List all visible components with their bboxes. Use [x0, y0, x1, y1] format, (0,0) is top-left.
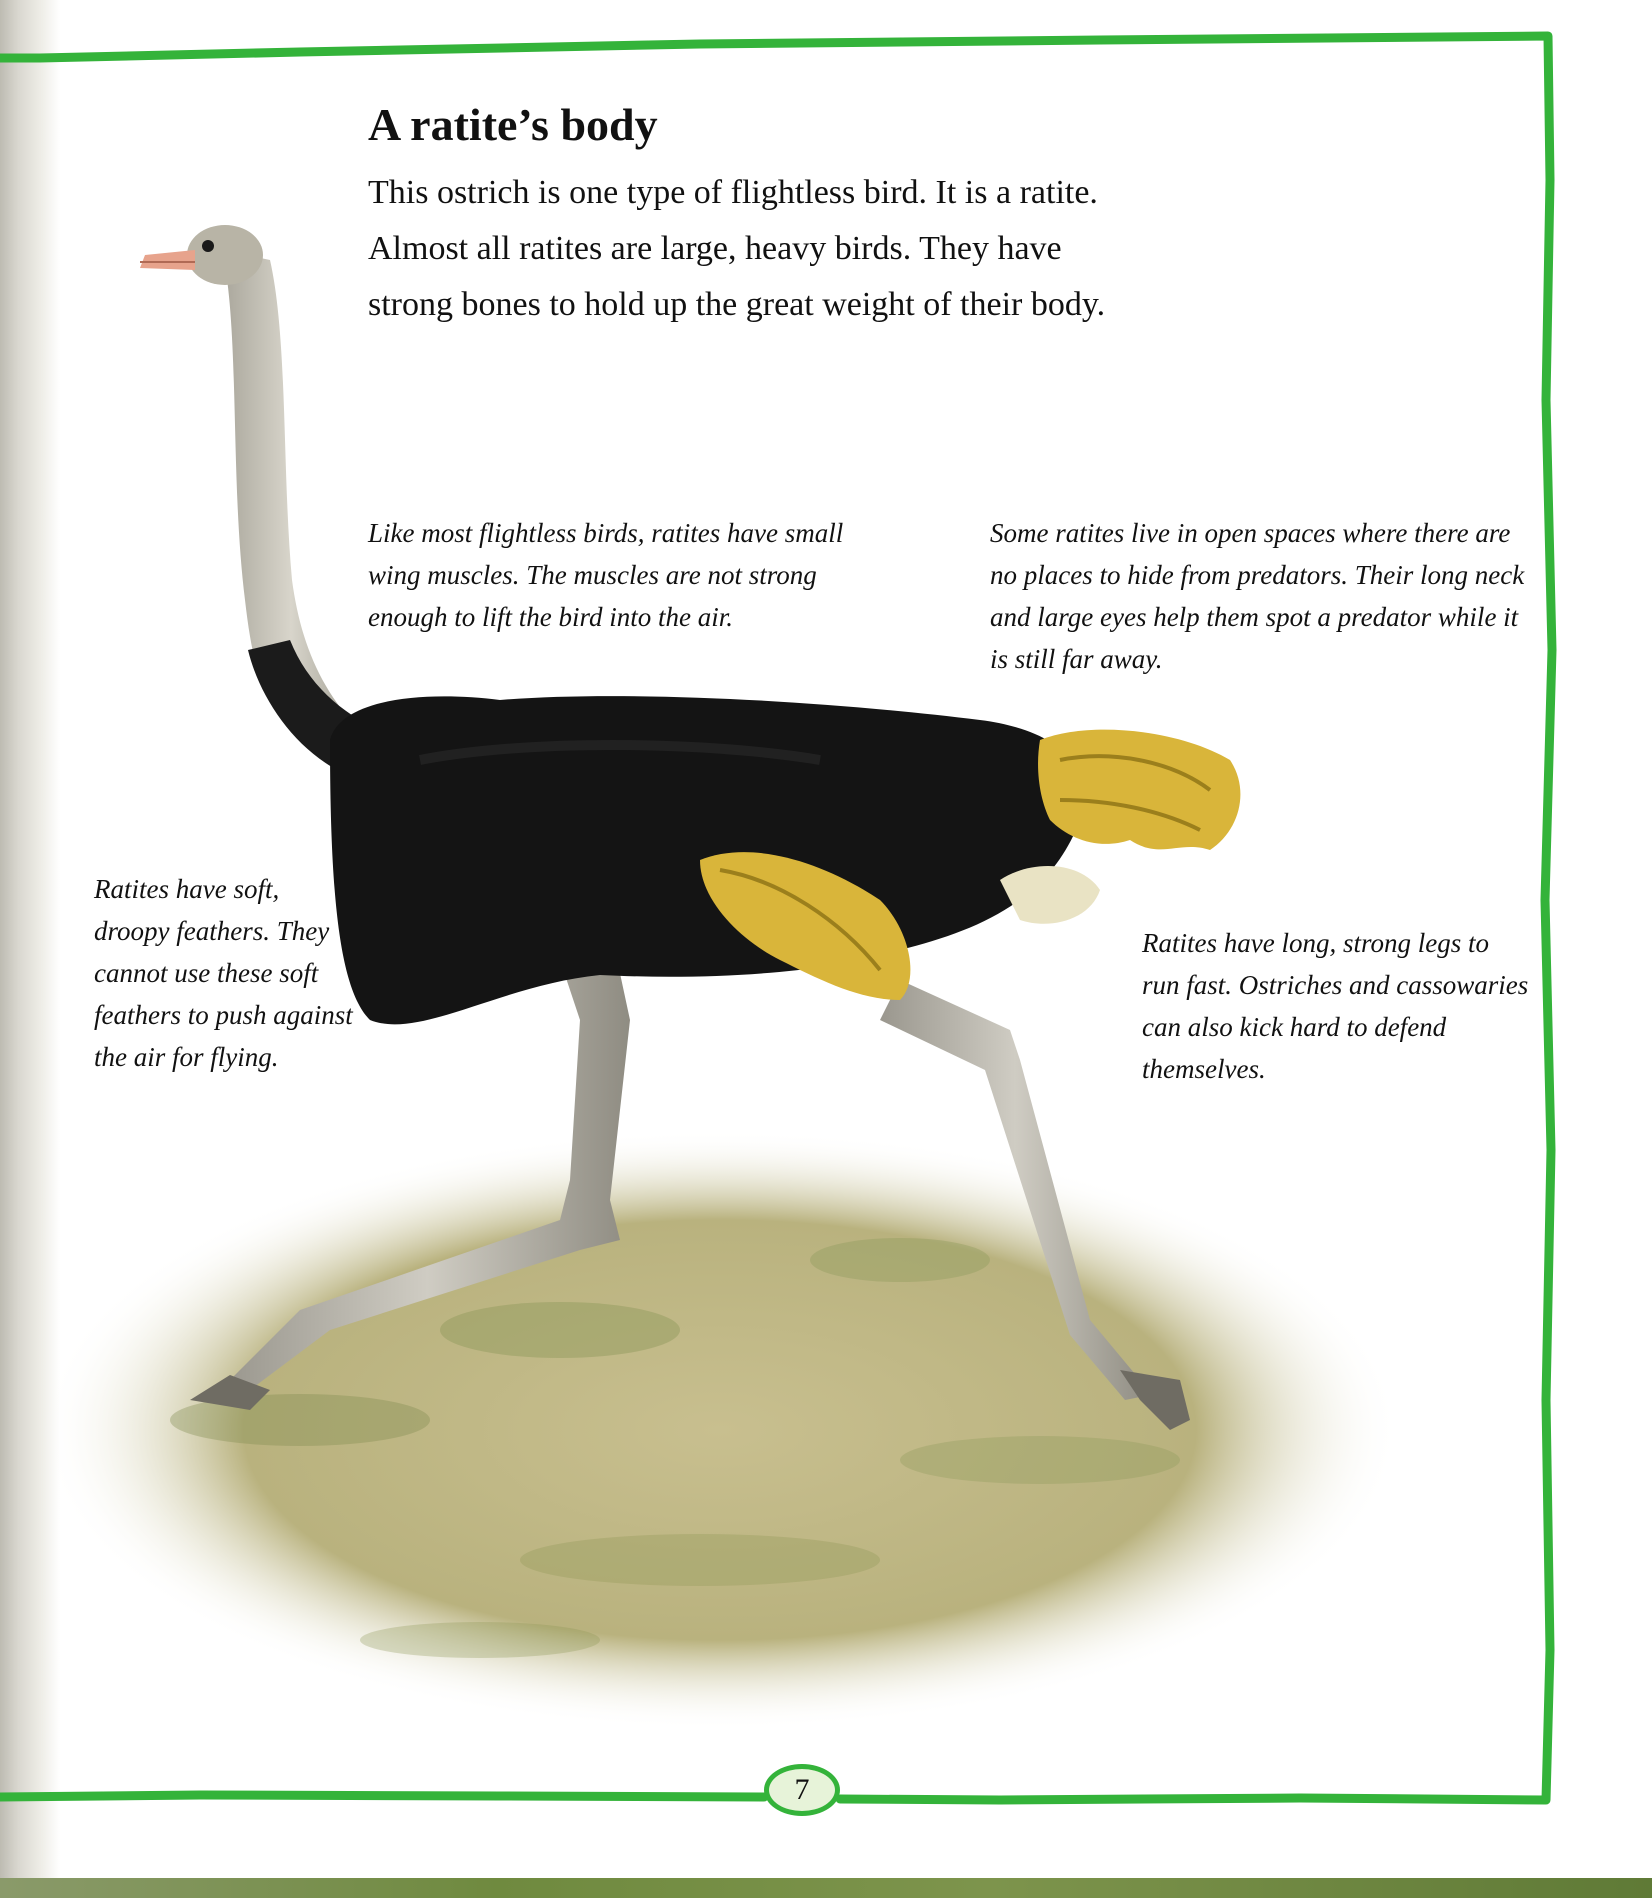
page-title: A ratite’s body [368, 99, 658, 150]
ostrich-tail-plumes [1038, 730, 1240, 850]
caption-soft-feathers: Ratites have soft, droopy feathers. They cannot use these soft feathers to push against the air for flying. [94, 874, 353, 1072]
caption-neck-and-eyes: Some ratites live in open spaces where there are no places to hide from predators. Their long neck and large eyes help them spot a predator while it is still far away. [990, 518, 1525, 674]
ground-shadow [40, 1130, 1400, 1730]
caption-wing-muscles: Like most flightless birds, ratites have small wing muscles. The muscles are not strong enough to lift the bird into the air. [368, 518, 844, 632]
caption-strong-legs: Ratites have long, strong legs to run fast. Ostriches and cassowaries can also kick hard to defend themselves. [1142, 928, 1529, 1084]
next-page-edge [0, 1878, 1652, 1898]
ostrich-head [140, 225, 263, 285]
intro-paragraph: This ostrich is one type of flightless bird. It is a ratite. Almost all ratites are large, heavy birds. They have strong bones to hold up the great weight of their body. [368, 174, 1106, 323]
ostrich-eye [202, 240, 214, 252]
page-number: 7 [764, 1764, 840, 1816]
